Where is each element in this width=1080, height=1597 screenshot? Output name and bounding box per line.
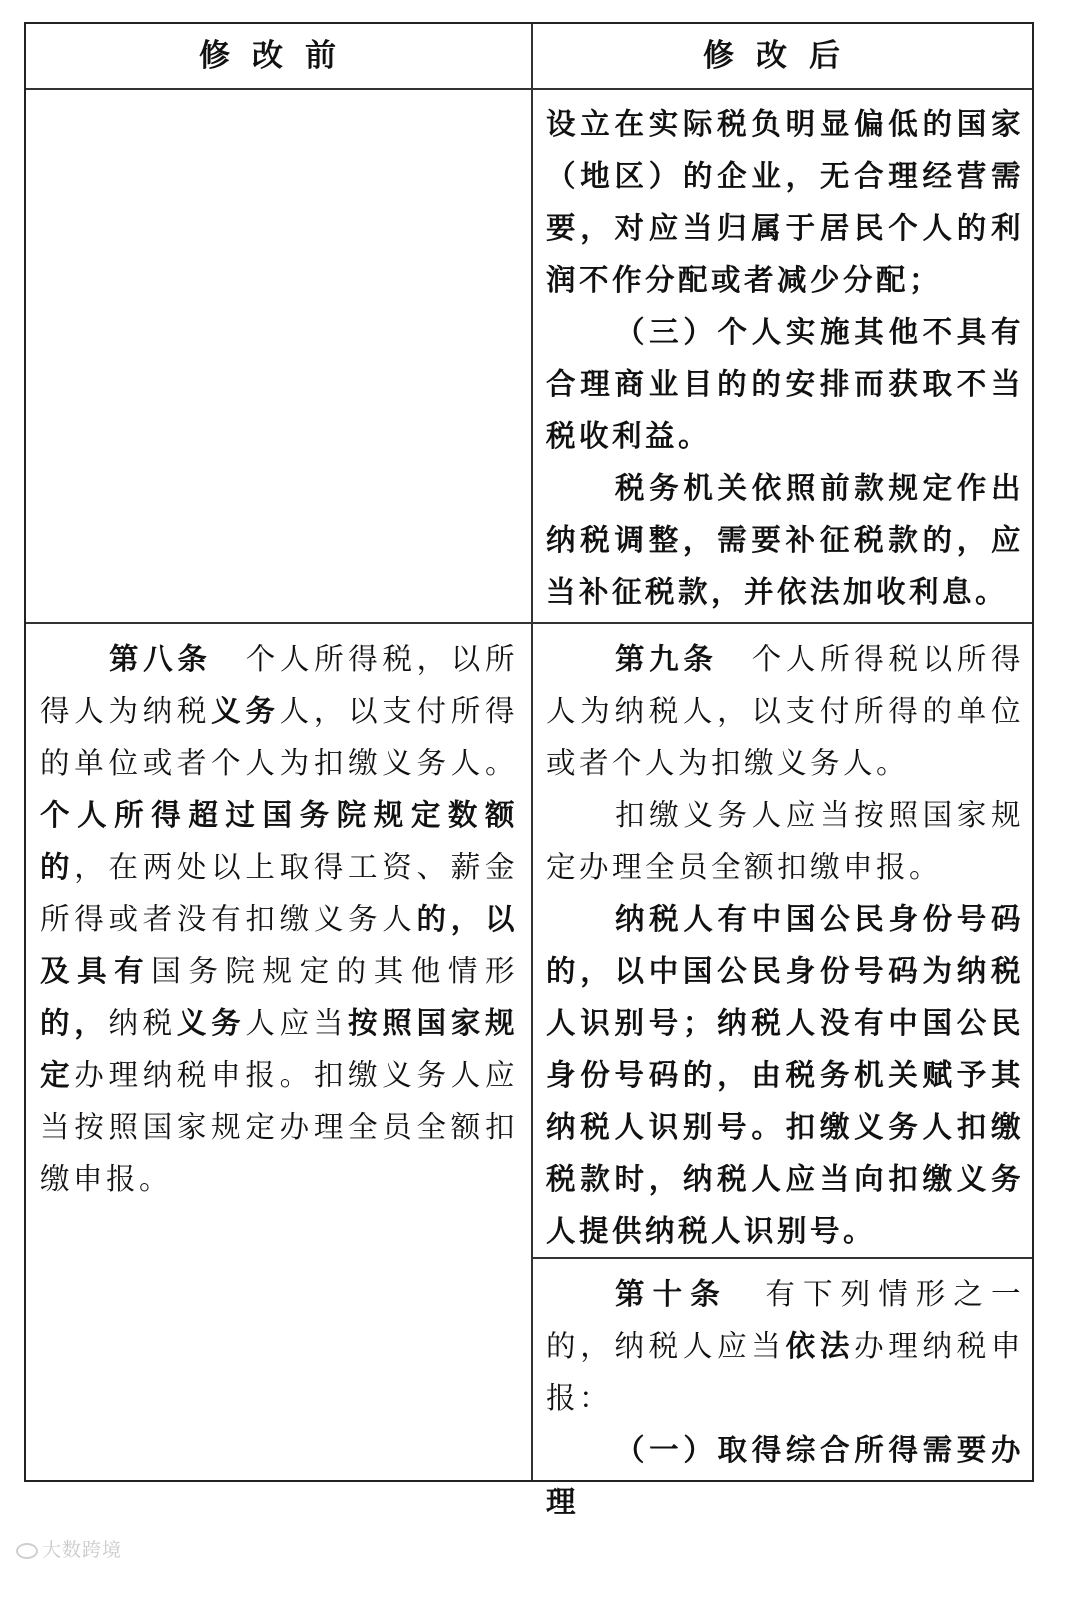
row1-after-p2: （三）个人实施其他不具有合理商业目的的安排而获取不当税收利益。 — [546, 315, 1024, 453]
comparison-table — [24, 22, 1034, 1519]
article-8-seg11: 人应当 — [245, 1006, 349, 1040]
article-8-seg9: 纳税 — [108, 1006, 177, 1040]
row1-after-p3: 税务机关依照前款规定作出纳税调整，需要补征税款的，应当补征税款，并依法加收利息。 — [546, 471, 1024, 609]
article-8-title: 第八条 — [109, 642, 212, 676]
article-8-seg5: ，在两处以上取得工资、薪金所得或者没有扣缴义务人 — [40, 850, 518, 936]
row1-after-p1: 设立在实际税负明显偏低的国家（地区）的企业，无合理经营需要，对应当归属于居民个人的利润不作分配或者减少分配； — [546, 107, 1024, 297]
article-8-seg4: 个人所得超过国务院规定数额的 — [40, 798, 518, 884]
header-before: 修改前 — [199, 38, 358, 74]
column-divider — [531, 24, 533, 1480]
article-8-seg10: 义务 — [176, 1006, 246, 1040]
header-after: 修改后 — [703, 38, 862, 74]
article-10-text — [546, 1268, 1024, 1424]
article-9-p2: 扣缴义务人应当按照国家规定办理全员全额扣缴申报。 — [546, 798, 1024, 884]
header-divider — [26, 88, 1032, 90]
article-8-seg2: 义务 — [211, 694, 280, 728]
article-8-seg3: 人，以支付所得的单位或者个人为扣缴义务人。 — [40, 694, 518, 780]
article-8-seg8: 的， — [40, 1006, 109, 1040]
article-10-seg3: 办理纳税申报： — [546, 1329, 1024, 1415]
watermark — [16, 1535, 122, 1562]
article-10-p2: （一）取得综合所得需要办理 — [546, 1433, 1024, 1519]
article-8-seg1: 个人所得税，以所得人为纳税 — [40, 642, 518, 728]
article-9-p1: 个人所得税以所得人为纳税人，以支付所得的单位或者个人为扣缴义务人。 — [546, 642, 1024, 780]
row-divider-right — [532, 1257, 1032, 1259]
article-8-seg12: 按照国家规定 — [40, 1006, 518, 1092]
article-9-p3: 纳税人有中国公民身份号码的，以中国公民身份号码为纳税人识别号；纳税人没有中国公民身份号码的，由税务机关赋予其纳税人识别号。扣缴义务人扣缴税款时，纳税人应当向扣缴义务人提供纳税人识别号。 — [546, 902, 1024, 1248]
row-divider — [26, 622, 1032, 624]
watermark-logo-icon — [16, 1543, 38, 1559]
row1-after-cell — [546, 98, 1024, 618]
article-10-seg1: 有下列情形之一的，纳税人应当 — [546, 1277, 1024, 1363]
row2-before-cell — [40, 633, 518, 1205]
article-8-seg7: 国务院规定的其他情形 — [151, 954, 518, 988]
article-10-title: 第十条 — [615, 1277, 728, 1311]
article-8-seg13: 办理纳税申报。扣缴义务人应当按照国家规定办理全员全额扣缴申报。 — [40, 1058, 518, 1196]
article-8-seg6: 的，以及具有 — [40, 902, 518, 988]
article-8-text — [40, 633, 518, 1205]
row2-after-cell — [546, 633, 1024, 1257]
watermark-text: 大数跨境 — [42, 1539, 123, 1561]
article-9-title: 第九条 — [615, 642, 718, 676]
article-9-text — [546, 633, 1024, 789]
row3-after-cell — [546, 1268, 1024, 1528]
article-10-seg2: 依法 — [785, 1329, 855, 1363]
